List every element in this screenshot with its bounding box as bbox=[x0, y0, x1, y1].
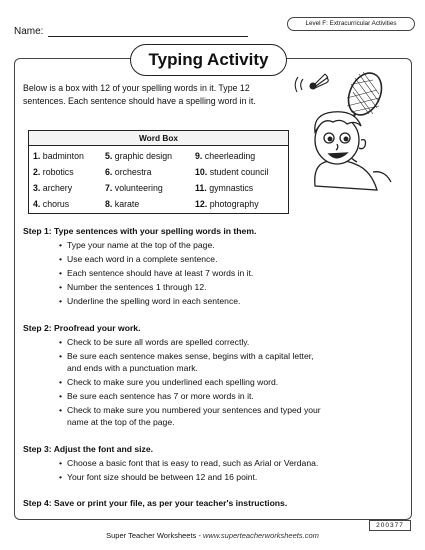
step-1-title: Step 1: Type sentences with your spelling words in them. bbox=[23, 226, 257, 236]
word-box bbox=[28, 130, 289, 214]
word-item: 1. badminton bbox=[33, 151, 84, 161]
word-item: 4. chorus bbox=[33, 199, 70, 209]
word-item: 3. archery bbox=[33, 183, 73, 193]
intro-text: Below is a box with 12 of your spelling words in it. Type 12 sentences. Each sentence should have a spelling word in it. bbox=[23, 83, 256, 106]
boy-badminton-illustration bbox=[285, 66, 405, 196]
step-2-bullet: • Check to make sure you numbered your sentences and typed your bbox=[67, 405, 321, 416]
step-1-bullet: • Each sentence should have at least 7 words in it. bbox=[67, 268, 253, 279]
step-1-bullet: • Use each word in a complete sentence. bbox=[67, 254, 217, 265]
word-item: 7. volunteering bbox=[105, 183, 163, 193]
page-title: Typing Activity bbox=[130, 44, 287, 76]
step-2-bullet: • Be sure each sentence has 7 or more words in it. bbox=[67, 391, 254, 402]
footer-text: Super Teacher Worksheets - bbox=[106, 531, 203, 540]
shuttlecock-icon bbox=[295, 74, 328, 92]
word-item: 9. cheerleading bbox=[195, 151, 256, 161]
step-3-bullet: • Your font size should be between 12 and 16 point. bbox=[67, 472, 257, 483]
step-3-title: Step 3: Adjust the font and size. bbox=[23, 444, 154, 454]
step-1-bullet: • Type your name at the top of the page. bbox=[67, 240, 215, 251]
word-box-heading: Word Box bbox=[29, 131, 288, 146]
name-label: Name: bbox=[14, 26, 44, 37]
footer-link[interactable]: www.superteacherworksheets.com bbox=[202, 531, 319, 540]
step-2-bullet: • Check to be sure all words are spelled correctly. bbox=[67, 337, 249, 348]
step-2-bullet-continued: name at the top of the page. bbox=[67, 417, 175, 427]
step-2-title: Step 2: Proofread your work. bbox=[23, 323, 141, 333]
word-item: 10. student council bbox=[195, 167, 269, 177]
step-1-bullet: • Underline the spelling word in each sentence. bbox=[67, 296, 240, 307]
worksheet-code: 200377 bbox=[369, 520, 411, 531]
step-1-bullet: • Number the sentences 1 through 12. bbox=[67, 282, 207, 293]
level-badge: Level F: Extracurricular Activities bbox=[287, 17, 415, 31]
word-item: 2. robotics bbox=[33, 167, 74, 177]
step-2-bullet-continued: and ends with a punctuation mark. bbox=[67, 363, 198, 373]
word-item: 12. photography bbox=[195, 199, 259, 209]
step-2-bullet: • Be sure each sentence makes sense, begins with a capital letter, bbox=[67, 351, 314, 362]
step-3-bullet: • Choose a basic font that is easy to read, such as Arial or Verdana. bbox=[67, 458, 318, 469]
boy-figure bbox=[315, 112, 391, 190]
step-4-title: Step 4: Save or print your file, as per your teacher's instructions. bbox=[23, 498, 288, 508]
word-item: 8. karate bbox=[105, 199, 140, 209]
name-line[interactable] bbox=[48, 36, 248, 37]
footer bbox=[0, 531, 425, 540]
word-item: 11. gymnastics bbox=[195, 183, 254, 193]
word-box-grid bbox=[29, 146, 288, 214]
word-item: 6. orchestra bbox=[105, 167, 152, 177]
word-item: 5. graphic design bbox=[105, 151, 173, 161]
step-2-bullet: • Check to make sure you underlined each spelling word. bbox=[67, 377, 278, 388]
